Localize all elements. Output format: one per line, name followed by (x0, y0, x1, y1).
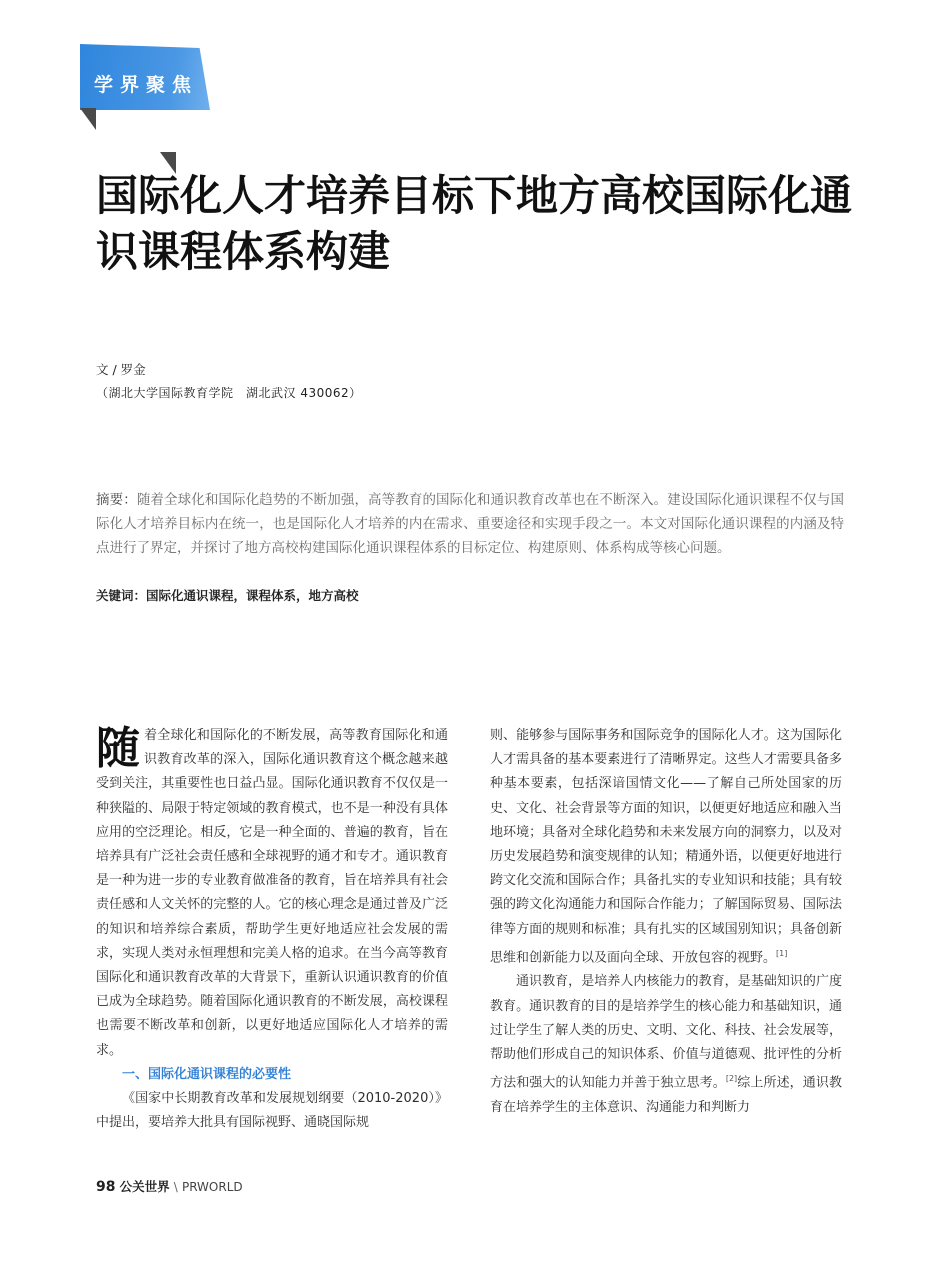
body-column-right (490, 724, 842, 1120)
paragraph-intro-text: 着全球化和国际化的不断发展，高等教育国际化和通识教育改革的深入，国际化通识教育这个概念越来越受到关注，其重要性也日益凸显。国际化通识教育不仅仅是一种狭隘的、局限于特定领域的教育模式，也不是一种没有具体应用的空泛理论。相反，它是一种全面的、普遍的教育，旨在培养具有广泛社会责任感和全球视野的通才和专才。通识教育是一种为进一步的专业教育做准备的教育，旨在培养具有社会责任感和人文关怀的完整的人。它的核心理念是通过普及广泛的知识和培养综合素质，帮助学生更好地适应社会发展的需求，实现人类对永恒理想和完美人格的追求。在当今高等教育国际化和通识教育改革的大背景下，重新认识通识教育的价值已成为全球趋势。随着国际化通识教育的不断发展，高校课程也需要不断改革和创新，以更好地适应国际化人才培养的需求。 (96, 728, 448, 1058)
page-footer (96, 1177, 243, 1195)
abstract (96, 488, 844, 560)
magazine-english-name: PRWORLD (181, 1180, 243, 1194)
page-number: 98 (96, 1179, 116, 1195)
author: 文 / 罗金 (96, 362, 146, 377)
tag-fold (80, 108, 96, 130)
abstract-text: 随着全球化和国际化趋势的不断加强，高等教育的国际化和通识教育改革也在不断深入。建设国际化通识课程不仅与国际化人才培养目标内在统一，也是国际化人才培养的内在需求、重要途径和实现手段之一。本文对国际化通识课程的内涵及特点进行了界定，并探讨了地方高校构建国际化通识课程体系的目标定位、构建原则、体系构成等核心问题。 (96, 492, 845, 556)
reference-2: [2] (725, 1074, 738, 1084)
body-column-left (96, 724, 448, 1135)
abstract-label: 摘要： (96, 492, 137, 508)
reference-1: [1] (776, 948, 788, 958)
column-tag-text: 学界聚焦 (94, 74, 199, 96)
article-title: 国际化人才培养目标下地方高校国际化通识课程体系构建 (96, 171, 853, 276)
drop-cap: 随 (96, 723, 140, 774)
paragraph-general-education-tail: 综上所述，通识教育在培养学生的主体意识、沟通能力和判断力 (490, 1075, 842, 1115)
paragraph-plan: 《国家中长期教育改革和发展规划纲要（2010-2020）》中提出，要培养大批具有国际视野、通晓国际规 (96, 1091, 448, 1131)
magazine-name: 公关世界 (119, 1179, 170, 1194)
affiliation: （湖北大学国际教育学院 湖北武汉 430062） (96, 386, 362, 400)
paragraph-general-education-text: 通识教育，是培养人内核能力的教育，是基础知识的广度教育。通识教育的目的是培养学生的核心能力和基础知识，通过让学生了解人类的历史、文明、文化、科技、社会发展等，帮助他们形成自己的知识体系、价值与道德观、批评性的分析方法和强大的认知能力并善于独立思考。 (490, 974, 842, 1091)
paragraph-general-education (490, 970, 842, 1120)
paragraph-talent (490, 724, 842, 970)
footer-separator: \ (173, 1180, 178, 1194)
keywords: 关键词：国际化通识课程，课程体系，地方高校 (96, 588, 359, 603)
paragraph-intro (96, 724, 448, 1063)
paragraph-talent-text: 则、能够参与国际事务和国际竞争的国际化人才。这为国际化人才需具备的基本要素进行了清晰界定。这些人才需要具备多种基本要素，包括深谙国情文化——了解自己所处国家的历史、文化、社会背景等方面的知识，以便更好地适应和融入当地环境；具备对全球化趋势和未来发展方向的洞察力，以及对历史发展趋势和演变规律的认知；精通外语，以便更好地进行跨文化交流和国际合作；具备扎实的专业知识和技能；具有较强的跨文化沟通能力和国际合作能力；了解国际贸易、国际法律等方面的规则和标准；具有扎实的区域国别知识；具备创新思维和创新能力以及面向全球、开放包容的视野。 (490, 728, 842, 966)
section-heading: 一、国际化通识课程的必要性 (122, 1066, 292, 1082)
